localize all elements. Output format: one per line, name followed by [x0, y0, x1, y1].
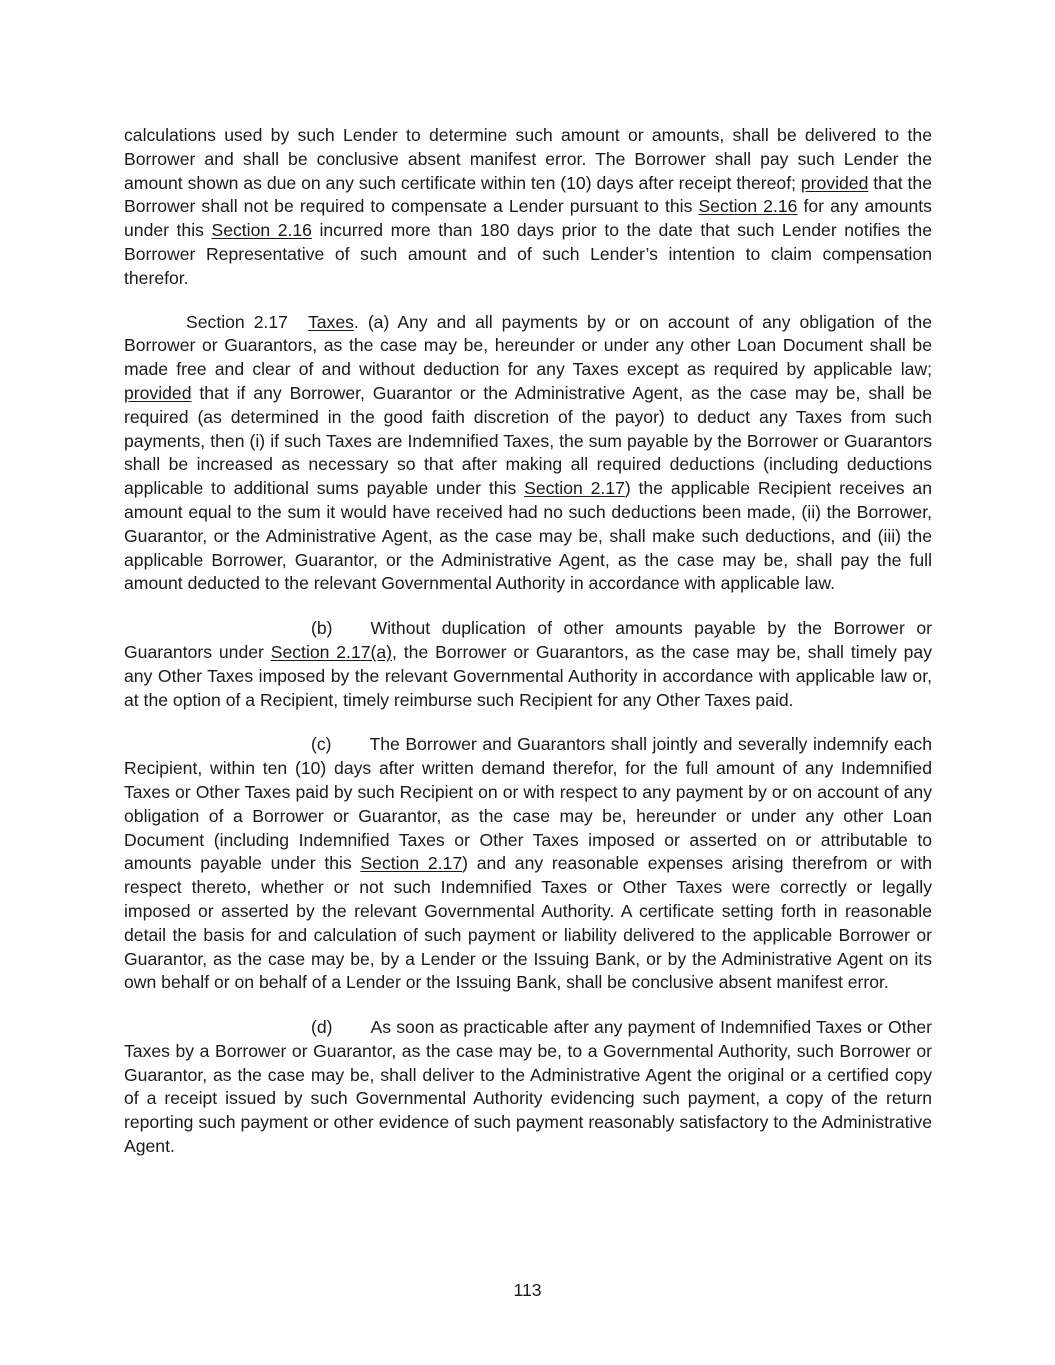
section-number: Section 2.17 [186, 311, 288, 332]
subparagraph-b [124, 617, 932, 712]
section-reference: Section 2.16 [698, 196, 798, 217]
subparagraph-label: (b) [311, 618, 333, 639]
provided-term: provided [800, 172, 869, 193]
text-run: incurred more than 180 days prior to the date that such Lender notifies the Borrower Representative of such amount and of such Lender’s intention to claim compensation therefor. [124, 220, 932, 288]
document-page [124, 124, 932, 1180]
section-2-17-paragraph [124, 311, 932, 597]
text-run: that the Borrower shall not be required to compensate a Lender pursuant to this [124, 172, 932, 217]
section-reference: Section 2.17(a) [270, 641, 393, 662]
text-run: calculations used by such Lender to determine such amount or amounts, shall be delivered to the Borrower and shall be conclusive absent manifest error. The Borrower shall pay such Lender the amount shown as due on any such certificate within ten (10) days after receipt thereof; [124, 125, 932, 193]
paragraph-continuation [124, 124, 932, 291]
subparagraph-label: (c) [311, 734, 332, 755]
provided-term: provided [124, 382, 192, 403]
section-reference: Section 2.17 [360, 853, 463, 874]
section-reference: Section 2.16 [211, 220, 312, 241]
text-run: Without duplication of other amounts payable by the Borrower or Guarantors under [124, 618, 932, 662]
page-number: 113 [513, 1280, 542, 1300]
text-run: The Borrower and Guarantors shall jointly and severally indemnify each Recipient, within ten (10) days after written demand therefor, for the full amount of any Indemnified Taxes or Other Taxes paid by such Recipient on or with respect to any payment by or on account of any obligation of a Borrower or Guarantor, as the case may be, hereunder or under any other Loan Document (including Indemnified Taxes or Other Taxes imposed or asserted on or attributable to amounts payable under this [124, 734, 932, 874]
text-run: ) and any reasonable expenses arising therefrom or with respect thereto, whether or not such Indemnified Taxes or Other Taxes were correctly or legally imposed or asserted by the relevant Governmental Authority. A certificate setting forth in reasonable detail the basis for and calculation of such payment or liability delivered to the applicable Borrower or Guarantor, as the case may be, by a Lender or the Issuing Bank, or by the Administrative Agent on its own behalf or on behalf of a Lender or the Issuing Bank, shall be conclusive absent manifest error. [124, 853, 932, 993]
subparagraph-label: (d) [311, 1017, 333, 1038]
text-run: . (a) Any and all payments by or on account of any obligation of the Borrower or Guarantors, as the case may be, hereunder or under any other Loan Document shall be made free and clear of and without deduction for any Taxes except as required by applicable law; [124, 311, 932, 380]
text-run: , the Borrower or Guarantors, as the case may be, shall timely pay any Other Taxes imposed by the relevant Governmental Authority in accordance with applicable law or, at the option of a Recipient, timely reimburse such Recipient for any Other Taxes paid. [124, 641, 932, 710]
section-reference: Section 2.17 [524, 478, 625, 499]
text-run: As soon as practicable after any payment of Indemnified Taxes or Other Taxes by a Borrower or Guarantor, as the case may be, to a Governmental Authority, such Borrower or Guarantor, as the case may be, shall deliver to the Administrative Agent the original or a certified copy of a receipt issued by such Governmental Authority evidencing such payment, a copy of the return reporting such payment or other evidence of such payment reasonably satisfactory to the Administrative Agent. [124, 1017, 932, 1157]
subparagraph-c [124, 733, 932, 995]
text-run: ) the applicable Recipient receives an amount equal to the sum it would have received had no such deductions been made, (ii) the Borrower, Guarantor, or the Administrative Agent, as the case may be, shall make such deductions, and (iii) the applicable Borrower, Guarantor, or the Administrative Agent, as the case may be, shall pay the full amount deducted to the relevant Governmental Authority in accordance with applicable law. [124, 478, 932, 594]
subparagraph-d [124, 1016, 932, 1159]
section-heading: Taxes [307, 311, 354, 332]
text-run: that if any Borrower, Guarantor or the Administrative Agent, as the case may be, shall be required (as determined in the good faith discretion of the payor) to deduct any Taxes from such payments, then (i) if such Taxes are Indemnified Taxes, the sum payable by the Borrower or Guarantors shall be increased as necessary so that after making all required deductions (including deductions applicable to additional sums payable under this [124, 382, 932, 499]
text-run: for any amounts under this [124, 196, 932, 241]
